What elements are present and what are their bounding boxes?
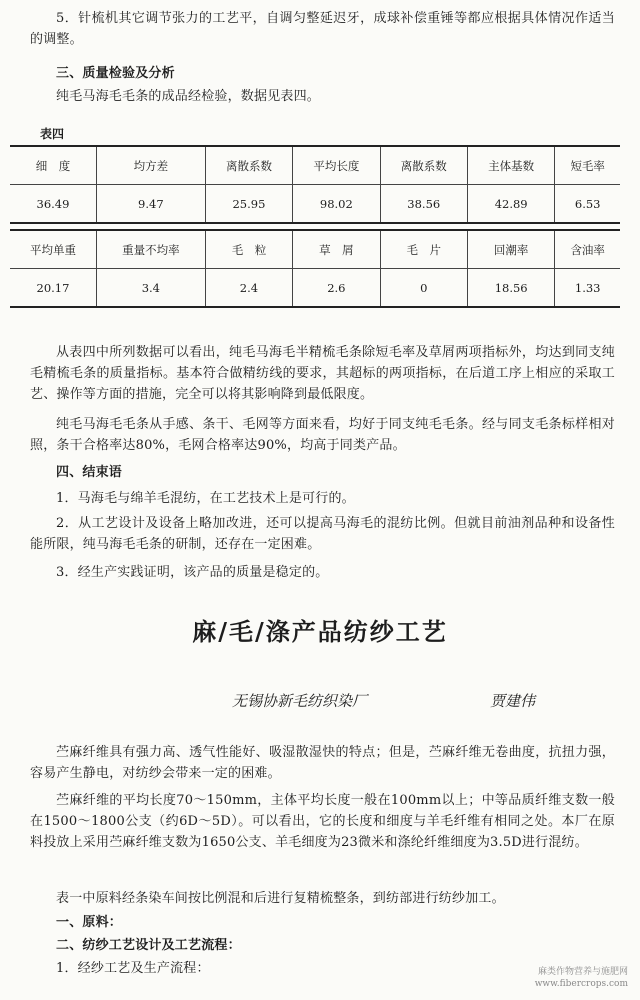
- heading-warp-process: 1．经纱工艺及生产流程：: [56, 961, 210, 976]
- table-value-cell: 38.56: [380, 185, 467, 224]
- table-value-row-2: [10, 269, 620, 308]
- article-title: 麻/毛/涤产品纺纱工艺: [192, 617, 448, 646]
- table-value-cell: 20.17: [10, 269, 96, 308]
- table-header-cell: 离散系数: [380, 146, 467, 185]
- table-value-cell: 2.4: [205, 269, 292, 308]
- paragraph-analysis-2: 纯毛马海毛毛条从手感、条干、毛网等方面来看，均好于同支纯毛毛条。经与同支毛条标样相对照，条干合格率达80%，毛网合格率达90%，均高于同类产品。: [30, 417, 615, 453]
- table-value-cell: 9.47: [96, 185, 205, 224]
- watermark-site-name: 麻类作物营养与施肥网: [537, 967, 628, 977]
- heading-raw-material: 一、原料：: [56, 915, 123, 930]
- section-heading-quality: 三、质量检验及分析: [56, 66, 175, 81]
- table-header-cell: 短毛率: [555, 146, 620, 185]
- table-value-cell: 0: [380, 269, 467, 308]
- paragraph-conclusion-3: 3．经生产实践证明，该产品的质量是稳定的。: [56, 565, 329, 580]
- heading-spinning-process: 二、纺纱工艺设计及工艺流程：: [56, 938, 241, 953]
- table-header-cell: 毛 片: [380, 230, 467, 269]
- table-value-cell: 42.89: [467, 185, 554, 224]
- table-label: 表四: [40, 127, 65, 141]
- section-heading-conclusion: 四、结束语: [56, 465, 123, 480]
- paragraph-quality-intro: 纯毛马海毛毛条的成品经检验，数据见表四。: [56, 89, 321, 104]
- table-header-row-2: [10, 230, 620, 269]
- paragraph-top: 5．针梳机其它调节张力的工艺平，自调匀整延迟牙，成球补偿重锤等都应根据具体情况作适当的调整。: [30, 11, 615, 47]
- table-header-cell: 离散系数: [205, 146, 292, 185]
- paragraph-conclusion-2: 2．从工艺设计及设备上略加改进，还可以提高马海毛的混纺比例。但就目前油剂品种和设备性能所限，纯马海毛毛条的研制，还存在一定困难。: [30, 516, 615, 552]
- table-value-cell: 18.56: [467, 269, 554, 308]
- table-header-cell: 均方差: [96, 146, 205, 185]
- table-value-cell: 6.53: [555, 185, 620, 224]
- quality-table: [10, 145, 620, 308]
- watermark-url: www.fibercrops.com: [534, 979, 628, 989]
- table-header-cell: 草 屑: [293, 230, 380, 269]
- table-header-cell: 含油率: [555, 230, 620, 269]
- table-header-row-1: [10, 146, 620, 185]
- table-value-cell: 2.6: [293, 269, 380, 308]
- paragraph-body-2: 苎麻纤维的平均长度70～150mm，主体平均长度一般在100mm以上；中等品质纤维支数一般在1500～1800公支（约6D～5D）。可以看出，它的长度和细度与羊毛纤维有相同之处。本厂在原料投放上采用苎麻纤维支数为1650公支、羊毛细度为23微米和涤纶纤维细度为3.5D进行混纺。: [30, 793, 615, 850]
- paragraph-body-3: 表一中原料经条染车间按比例混和后进行复精梳整条，到纺部进行纺纱加工。: [56, 891, 505, 906]
- table-value-cell: 98.02: [293, 185, 380, 224]
- table-header-cell: 主体基数: [467, 146, 554, 185]
- watermark: [535, 966, 628, 990]
- table-header-cell: 重量不均率: [96, 230, 205, 269]
- table-header-cell: 回潮率: [467, 230, 554, 269]
- paragraph-body-1: 苎麻纤维具有强力高、透气性能好、吸湿散湿快的特点；但是，苎麻纤维无卷曲度，抗扭力强，容易产生静电，对纺纱会带来一定的困难。: [30, 745, 615, 781]
- table-header-cell: 毛 粒: [205, 230, 292, 269]
- paragraph-conclusion-1: 1．马海毛与绵羊毛混纺，在工艺技术上是可行的。: [56, 491, 355, 506]
- table-value-row-1: [10, 185, 620, 224]
- table-value-cell: 36.49: [10, 185, 96, 224]
- author-name: 贾建伟: [490, 692, 536, 710]
- table-header-cell: 细 度: [10, 146, 96, 185]
- paragraph-analysis-1: 从表四中所列数据可以看出，纯毛马海毛半精梳毛条除短毛率及草屑两项指标外，均达到同支纯毛精梳毛条的质量指标。基本符合做精纺线的要求，其超标的两项指标，在后道工序上相应的采取工艺、操作等方面的措施，完全可以将其影响降到最低限度。: [30, 345, 615, 402]
- author-affiliation: 无锡协新毛纺织染厂: [232, 692, 368, 710]
- table-header-cell: 平均单重: [10, 230, 96, 269]
- table-value-cell: 3.4: [96, 269, 205, 308]
- table-value-cell: 25.95: [205, 185, 292, 224]
- table-spacer: [10, 223, 620, 230]
- table-value-cell: 1.33: [555, 269, 620, 308]
- table-header-cell: 平均长度: [293, 146, 380, 185]
